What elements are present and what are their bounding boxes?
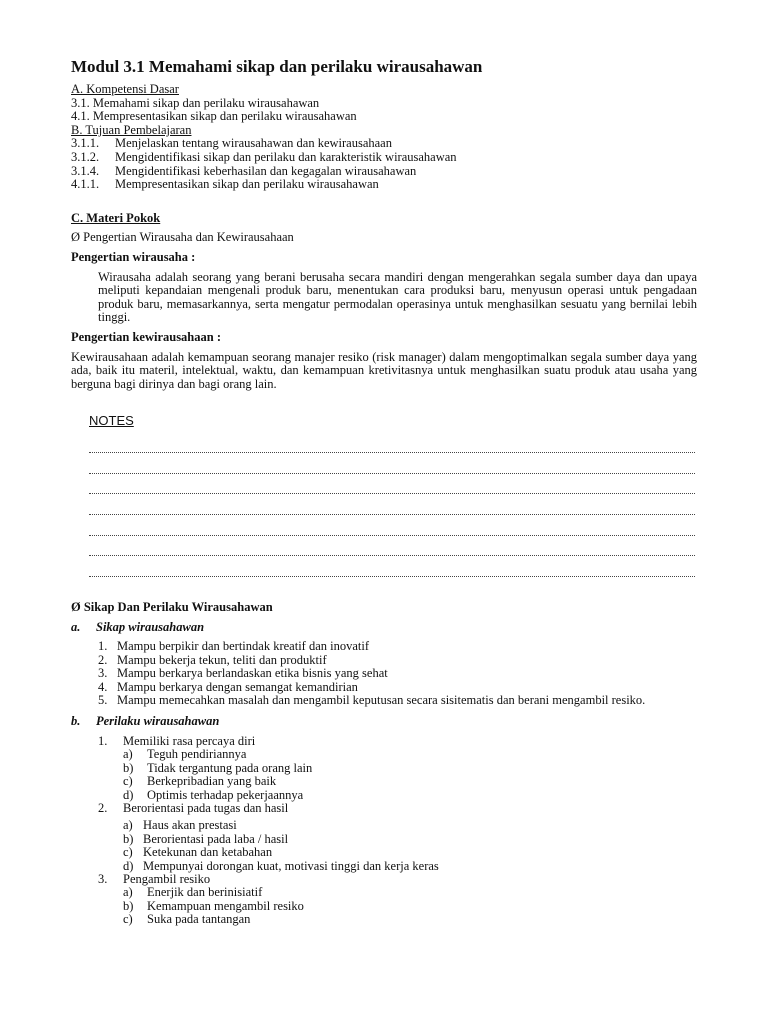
notes-line[interactable] — [89, 536, 695, 557]
sub-item — [123, 846, 697, 859]
tujuan-text: Mempresentasikan sikap dan perilaku wirausahawan — [115, 177, 379, 192]
sub-number: b) — [123, 898, 134, 913]
sub-number: b) — [123, 760, 134, 775]
list-text: Pengambil resiko — [123, 871, 211, 886]
notes-line[interactable] — [89, 515, 695, 536]
tujuan-number: 3.1.2. — [71, 149, 100, 164]
page-title: Modul 3.1 Memahami sikap dan perilaku wirausahawan — [71, 57, 483, 76]
sub-item — [123, 833, 697, 846]
perilaku-title: Perilaku wirausahawan — [96, 714, 220, 729]
sub-item — [123, 762, 697, 775]
list-item — [98, 681, 697, 694]
list-text: Berorientasi pada tugas dan hasil — [123, 800, 289, 815]
list-text: Memiliki rasa percaya diri — [123, 733, 256, 748]
sub-number: d) — [123, 787, 134, 802]
list-text: Mampu berkarya dengan semangat kemandirian — [117, 679, 358, 694]
sub-number: c) — [123, 774, 133, 789]
list-number: 5. — [98, 692, 108, 707]
sub-number: a) — [123, 818, 133, 833]
tujuan-number: 4.1.1. — [71, 177, 100, 192]
sub-number: c) — [123, 912, 133, 927]
section-c-heading: C. Materi Pokok — [71, 210, 161, 225]
list-text: Mampu bekerja tekun, teliti dan produktif — [117, 652, 327, 667]
notes-box — [89, 413, 697, 577]
sikap-bullet: Ø Sikap Dan Perilaku Wirausahawan — [71, 600, 273, 615]
notes-line[interactable] — [89, 474, 695, 495]
sub-text: Kemampuan mengambil resiko — [147, 898, 304, 913]
sub-text: Optimis terhadap pekerjaannya — [147, 787, 304, 802]
tujuan-text: Mengidentifikasi keberhasilan dan kegagalan wirausahawan — [115, 163, 417, 178]
sikap-heading — [71, 621, 697, 635]
sikap-title: Sikap wirausahawan — [96, 619, 205, 634]
sikap-label: a. — [71, 619, 81, 634]
sub-number: b) — [123, 831, 134, 846]
section-a-heading: A. Kompetensi Dasar — [71, 82, 179, 96]
notes-line[interactable] — [89, 453, 695, 474]
tujuan-text: Mengidentifikasi sikap dan perilaku dan karakteristik wirausahawan — [115, 149, 457, 164]
sub-item — [123, 886, 697, 899]
sub-item — [123, 789, 697, 802]
tujuan-item — [71, 178, 697, 192]
list-text: Mampu berkarya berlandaskan etika bisnis yang sehat — [117, 666, 388, 681]
perilaku-label: b. — [71, 714, 81, 729]
sub-item — [123, 819, 697, 832]
list-number: 2. — [98, 652, 108, 667]
list-number: 1. — [98, 639, 108, 654]
tujuan-item — [71, 165, 697, 179]
sub-text: Berorientasi pada laba / hasil — [143, 831, 289, 846]
notes-line[interactable] — [89, 494, 695, 515]
list-number: 3. — [98, 666, 108, 681]
sub-item — [123, 900, 697, 913]
list-item — [98, 654, 697, 667]
sub-number: d) — [123, 858, 134, 873]
tujuan-item — [71, 137, 697, 151]
list-number: 4. — [98, 679, 108, 694]
sub-text: Ketekunan dan ketabahan — [143, 845, 273, 860]
tujuan-number: 3.1.4. — [71, 163, 100, 178]
sub-item — [123, 775, 697, 788]
list-item — [98, 802, 697, 815]
sub-item — [123, 913, 697, 926]
list-number: 2. — [98, 800, 108, 815]
list-item — [98, 640, 697, 653]
section-b-heading: B. Tujuan Pembelajaran — [71, 122, 192, 137]
list-number: 1. — [98, 733, 108, 748]
list-number: 3. — [98, 871, 108, 886]
kompetensi-item: 4.1. Mempresentasikan sikap dan perilaku wirausahawan — [71, 109, 357, 124]
sub-text: Mempunyai dorongan kuat, motivasi tinggi dan kerja keras — [143, 858, 439, 873]
perilaku-heading — [71, 715, 697, 729]
kewirausahaan-paragraph: Kewirausahaan adalah kemampuan seorang manajer resiko (risk manager) dalam mengoptimalkan segala sumber daya yang ada, baik itu materil, intelektual, waktu, dan kemampuan kretivitasnya untuk menghasilkan suatu produk atau usaha yang berguna bagi dirinya dan bagi orang lain. — [71, 349, 697, 391]
tujuan-text: Menjelaskan tentang wirausahawan dan kewirausahaan — [115, 136, 392, 151]
sub-item — [123, 860, 697, 873]
kewirausahaan-heading: Pengertian kewirausahaan : — [71, 329, 221, 344]
tujuan-number: 3.1.1. — [71, 136, 100, 151]
list-item — [98, 667, 697, 680]
sub-text: Suka pada tantangan — [147, 912, 251, 927]
materi-bullet: Ø Pengertian Wirausaha dan Kewirausahaan — [71, 230, 294, 245]
list-text: Mampu berpikir dan bertindak kreatif dan inovatif — [117, 639, 370, 654]
kompetensi-item: 3.1. Memahami sikap dan perilaku wirausahawan — [71, 95, 320, 110]
sub-text: Berkepribadian yang baik — [147, 774, 277, 789]
list-item — [98, 873, 697, 886]
sub-text: Tidak tergantung pada orang lain — [147, 760, 313, 775]
sub-number: c) — [123, 845, 133, 860]
sub-number: a) — [123, 747, 133, 762]
sub-text: Haus akan prestasi — [143, 818, 237, 833]
list-item — [98, 694, 697, 707]
notes-line[interactable] — [89, 556, 695, 577]
tujuan-item — [71, 151, 697, 165]
list-text: Mampu memecahkan masalah dan mengambil keputusan secara sisitematis dan berani mengambil resiko. — [117, 692, 646, 707]
wirausaha-heading: Pengertian wirausaha : — [71, 249, 196, 264]
sub-text: Enerjik dan berinisiatif — [147, 885, 263, 900]
notes-line[interactable] — [89, 432, 695, 453]
notes-title: NOTES — [89, 413, 134, 429]
wirausaha-paragraph: Wirausaha adalah seorang yang berani berusaha secara mandiri dengan mengerahkan segala sumber daya dan upaya meliputi kepandaian mengenali produk baru, menentukan cara produksi baru, menyusun operasi untuk pengadaan produk baru, memasarkannya, serta mengatur permodalan operasinya untuk menghasilkan sesuatu yang bernilai lebih tinggi. — [98, 269, 697, 325]
sub-text: Teguh pendiriannya — [147, 747, 247, 762]
list-item — [98, 735, 697, 748]
sub-item — [123, 748, 697, 761]
sub-number: a) — [123, 885, 133, 900]
document-page — [71, 56, 697, 927]
